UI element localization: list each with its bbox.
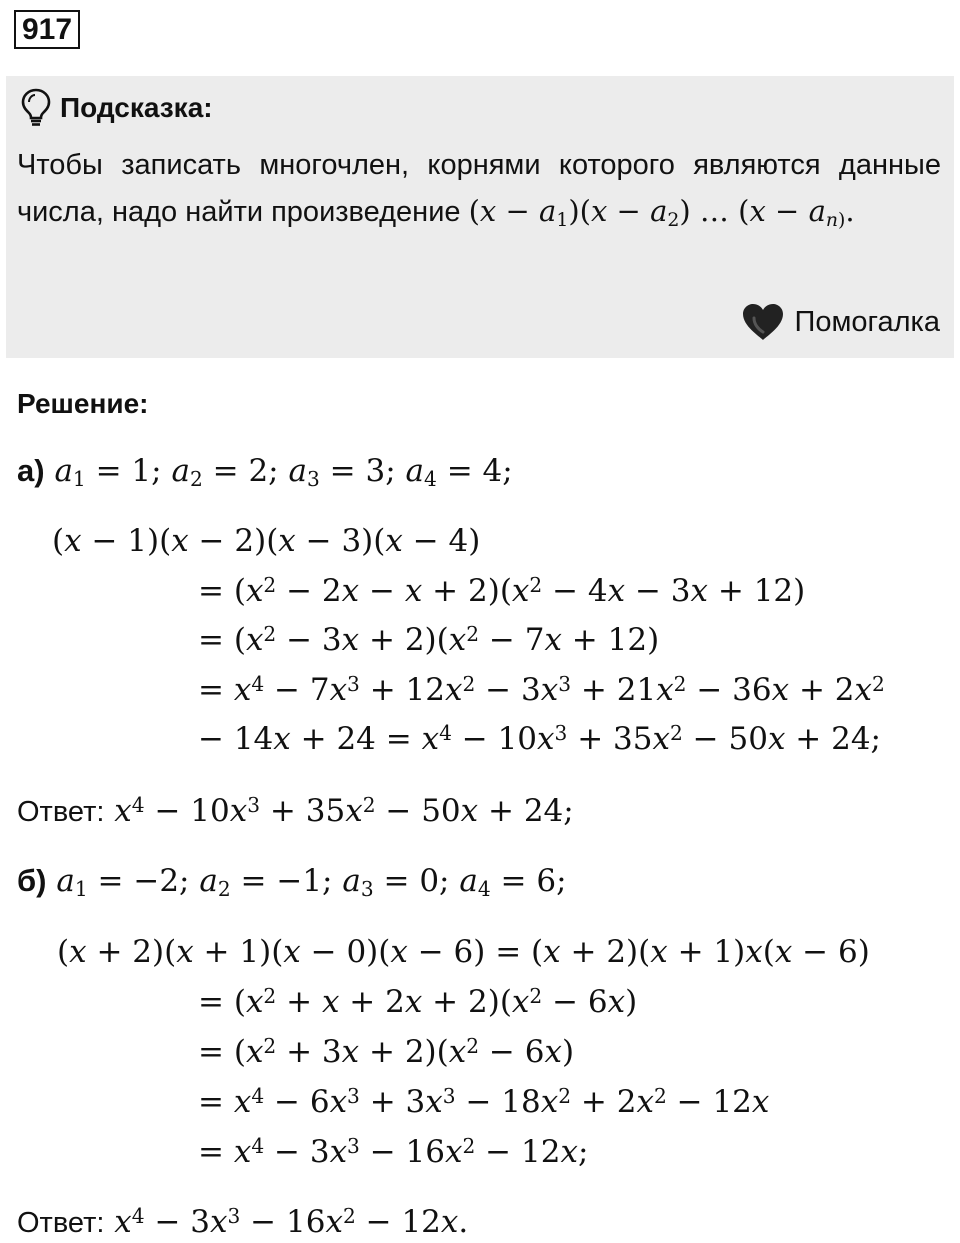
brand-name: Помогалка	[794, 305, 940, 338]
lightbulb-icon	[20, 88, 52, 128]
problem-number: 917	[14, 10, 80, 49]
part-b-step-1: (x + 2)(x + 1)(x − 0)(x − 6) = (x + 2)(x + 1)x(x − 6)	[57, 934, 870, 970]
part-a-step-2: = $(x^2 - 2x - x + 2)(x^2 - 4x - 3x + 12)$	[198, 572, 806, 609]
hint-formula: $(x - a_1)(x - a_2)$ … ($x - a_{n)}$.	[468, 194, 855, 231]
part-a-step-5: − $14x + 24 = x^4 - 10x^3 + 35x^2 - 50x + 24$;	[198, 720, 881, 757]
part-a-step-1: (x − 1)(x − 2)(x − 3)(x − 4)	[52, 523, 481, 559]
part-a-answer-expr: $x^4 - 10x^3 + 35x^2 - 50x + 24$;	[114, 792, 574, 829]
part-b-answer-label: Ответ:	[17, 1207, 105, 1239]
part-a-step-4: = $x^4 - 7x^3 + 12x^2 - 3x^3 + 21x^2 - 36x + 2x^2$	[198, 671, 885, 708]
part-b-answer	[17, 1203, 468, 1242]
part-a-answer-label: Ответ:	[17, 796, 105, 828]
part-b-answer-expr: $x^4 - 3x^3 - 16x^2 - 12x$.	[114, 1203, 469, 1240]
part-b-step-5: = $x^4 - 3x^3 - 16x^2 - 12x$;	[198, 1133, 589, 1170]
solution-title: Решение:	[17, 388, 149, 419]
part-b-step-4: = $x^4 - 6x^3 + 3x^3 - 18x^2 + 2x^2 - 12x$	[198, 1083, 770, 1120]
hint-box	[6, 76, 954, 358]
brand	[741, 302, 940, 342]
part-b-roots-expr: $a_1 = -2$; $a_2 = -1$; $a_3 = 0$; $a_4 = 6$;	[56, 863, 567, 902]
hint-text-body: Чтобы записать многочлен, корнями которого являются данные числа, надо найти произведение	[17, 149, 941, 228]
part-b-roots	[17, 862, 567, 900]
part-b-step-2: = $(x^2 + x + 2x + 2)(x^2 - 6x)$	[198, 983, 638, 1020]
part-a-step-3: = $(x^2 - 3x + 2)(x^2 - 7x + 12)$	[198, 621, 660, 658]
hint-header	[20, 88, 213, 128]
part-b-label: б)	[17, 863, 47, 898]
part-b-step-3: = $(x^2 + 3x + 2)(x^2 - 6x)$	[198, 1033, 575, 1070]
hint-title: Подсказка:	[60, 92, 213, 123]
heart-icon	[741, 302, 785, 342]
part-a-roots-expr: $a_1 = 1$; $a_2 = 2$; $a_3 = 3$; $a_4 = 4$;	[54, 453, 513, 492]
part-a-answer	[17, 792, 574, 831]
hint-text	[17, 142, 941, 235]
part-a-label: а)	[17, 453, 45, 488]
part-a-roots	[17, 452, 513, 490]
